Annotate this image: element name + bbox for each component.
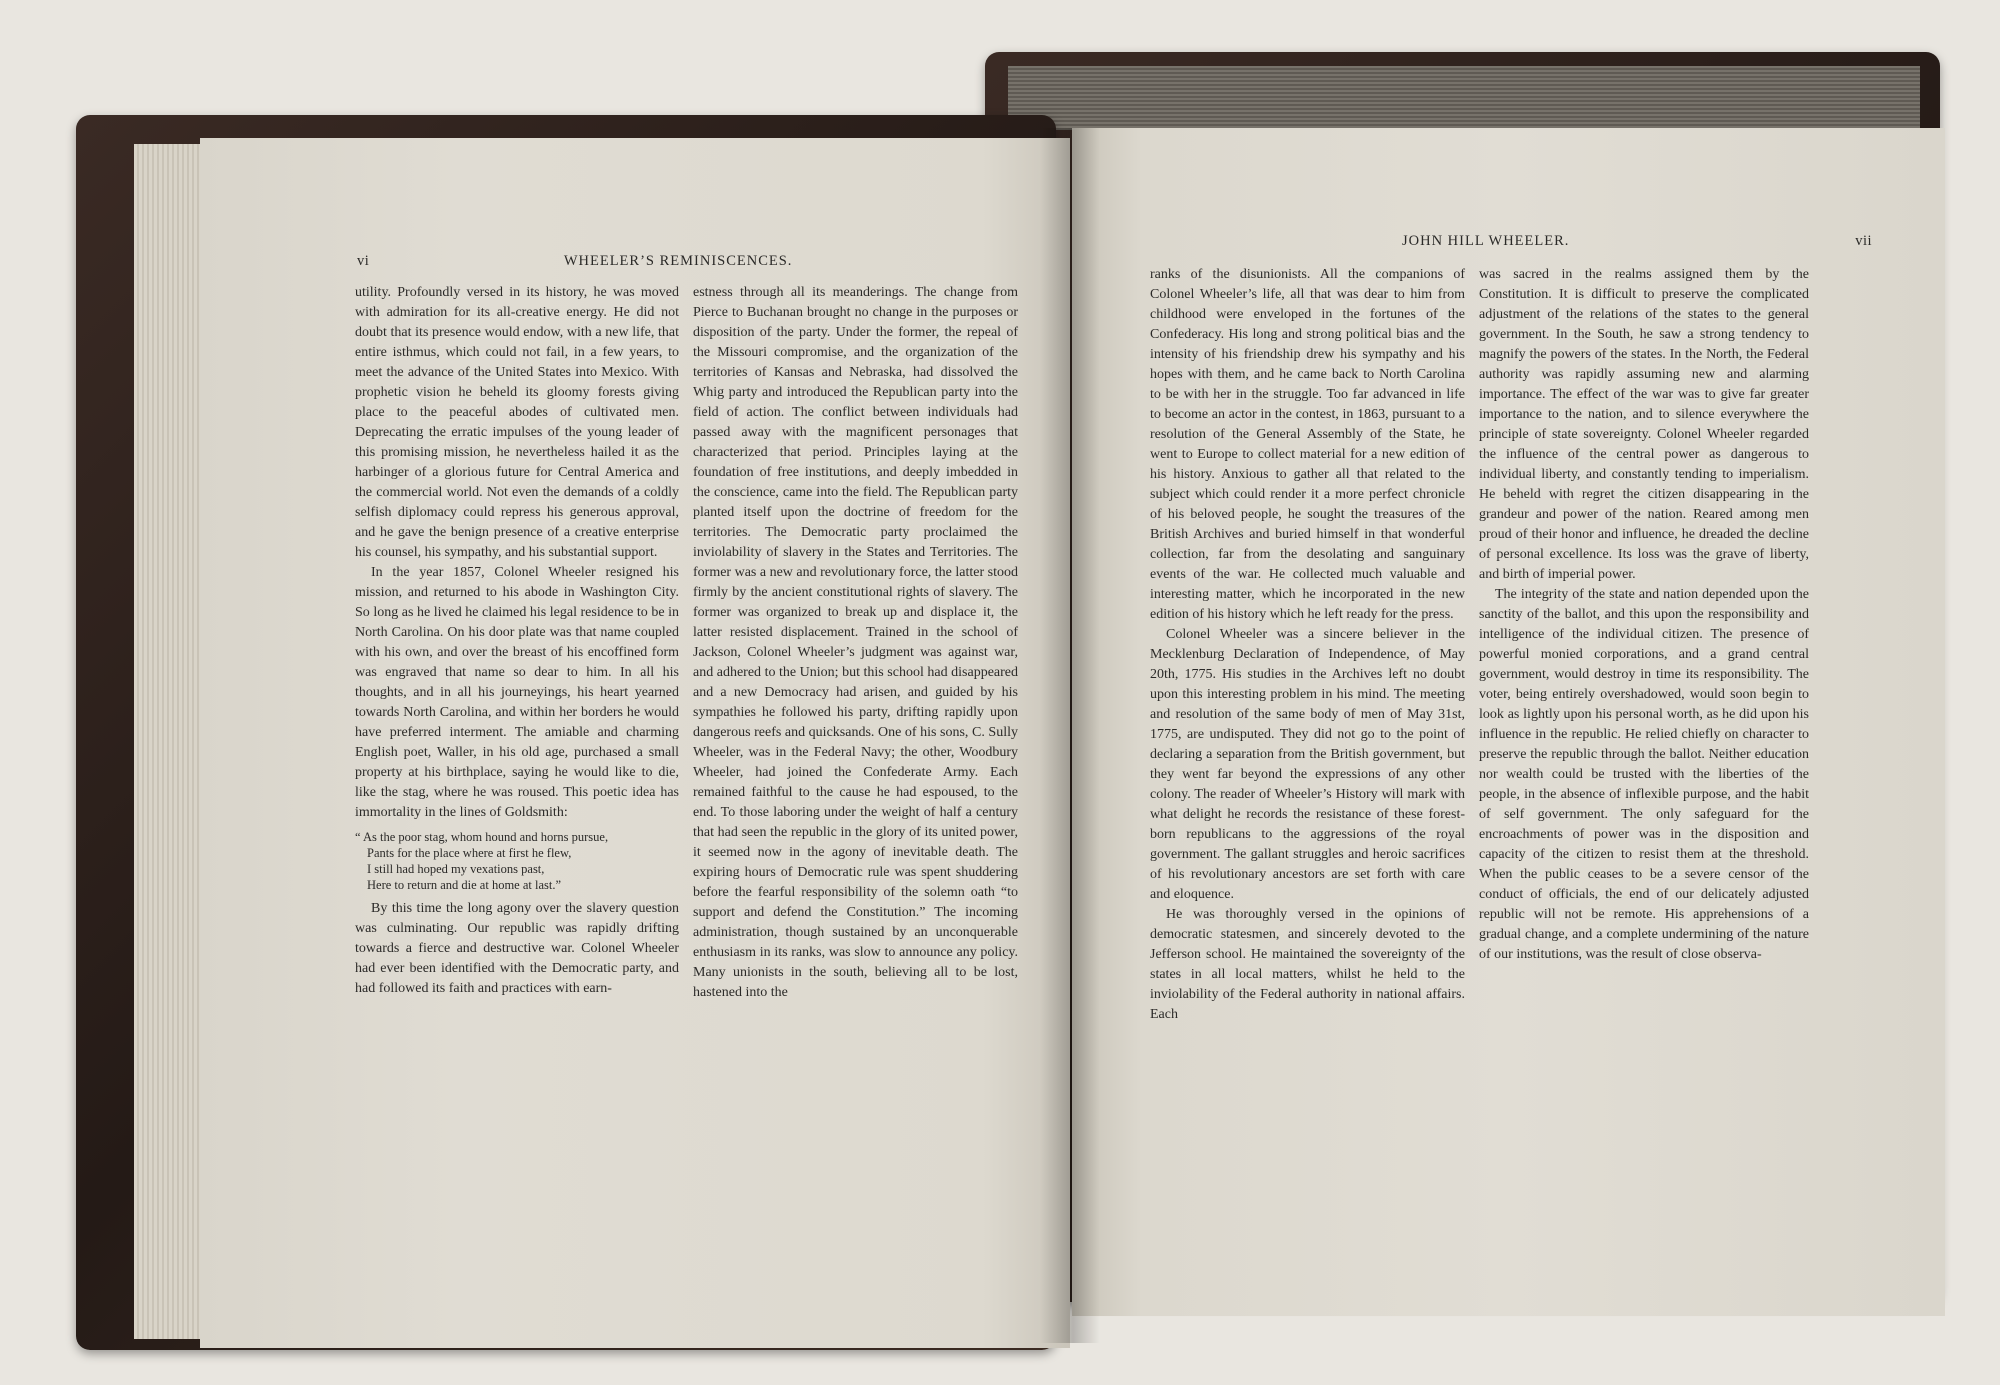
left-col1-paragraph-1: utility. Profoundly versed in its history, he was moved with admiration for its all-creative energy. He did not doubt that its presence would endow, with a new life, that entire isthmus, which could not fail, in a few years, to meet the advance of the United States into Mexico. With prophetic vision he beheld its gloomy forests giving place to the peaceful abodes of cultivated men. Deprecating the erratic impulses of the young leader of this promising mission, he nevertheless hailed it as the harbinger of a glorious future for Central America and the commercial world. Not even the demands of a coldly selfish diplomacy could repress his generous approval, and he gave the benign presence of a creative enterprise his counsel, his sympathy, and his substantial support.	[355, 285, 679, 560]
right-col1-paragraph-1: ranks of the disunionists. All the companions of Colonel Wheeler’s life, all that was dear to him from childhood were enveloped in the fortunes of the Confederacy. His long and strong political bias and the intensity of his friendship drew his sympathy and his hopes with them, and he came back to North Carolina to be with her in the struggle. Too far advanced in life to become an actor in the contest, in 1863, pursuant to a resolution of the General Assembly of the State, he went to Europe to collect material for a new edition of his history. Anxious to gather all that related to the subject which could render it a more perfect chronicle of his beloved people, he sought the treasures of the British Archives and buried himself in that wonderful collection, far from the desolating and sanguinary events of the war. He collected much valuable and interesting matter, which he incorporated in the new edition of his history which he left ready for the press.	[1150, 267, 1465, 622]
goldsmith-quotation	[355, 829, 679, 893]
book-gutter-shadow	[1040, 128, 1100, 1343]
right-column-2	[1479, 265, 1809, 965]
left-col1-paragraph-2: In the year 1857, Colonel Wheeler resigned his mission, and returned to his abode in Washington City. So long as he lived he claimed his legal residence to be in North Carolina. On his door plate was that name coupled with his own, and over the breast of his encoffined form was engraved that name so dear to him. In all his thoughts, and in all his journeyings, his heart yearned towards North Carolina, and within her borders he would have preferred interment. The amiable and charming English poet, Waller, in his old age, purchased a small property at his birthplace, saying he would like to die, like the stag, where he was roused. This poetic idea has immortality in the lines of Goldsmith:	[355, 565, 679, 820]
right-col2-paragraph-1: was sacred in the realms assigned them by the Constitution. It is difficult to preserve the complicated adjustment of the relations of the states to the general government. In the South, he saw a strong tendency to magnify the powers of the states. In the North, the Federal authority was rapidly assuming new and alarming importance. The effect of the war was to give far greater importance to the nation, and to silence everywhere the principle of state sovereignty. Colonel Wheeler regarded the influence of the central power as dangerous to individual liberty, and constantly tending to imperialism. He beheld with regret the citizen disappearing in the grandeur and power of the nation. Reared among men proud of their honor and influence, he dreaded the decline of personal excellence. Its loss was the grave of liberty, and birth of imperial power.	[1479, 267, 1809, 582]
poem-line-1: “ As the poor stag, whom hound and horns pursue,	[355, 830, 609, 844]
left-running-head	[357, 253, 987, 270]
poem-line-2: Pants for the place where at first he flew,	[367, 846, 572, 860]
right-running-title: JOHN HILL WHEELER.	[1402, 233, 1570, 249]
left-column-1	[355, 283, 679, 999]
left-running-title: WHEELER’S REMINISCENCES.	[563, 253, 793, 269]
left-page-edges	[134, 144, 206, 1339]
left-col2-paragraph-1: estness through all its meanderings. The change from Pierce to Buchanan brought no change in the purposes or disposition of the party. Under the former, the repeal of the Missouri compromise, and the organization of the territories of Kansas and Nebraska, had dissolved the Whig party and introduced the Republican party into the field of action. The conflict between individuals had passed away with the magnificent personages that characterized that period. Principles laying at the foundation of free institutions, and deeply imbedded in the conscience, came into the field. The Republican party planted itself upon the doctrine of freedom for the territories. The Democratic party proclaimed the inviolability of slavery in the States and Territories. The former was a new and revolutionary force, the latter stood firmly by the ancient constitutional rights of slavery. The former was organized to break up and displace it, the latter resisted displacement. Trained in the school of Jackson, Colonel Wheeler’s judgment was against war, and adhered to the Union; but this school had disappeared and a new Democracy had arisen, and guided by his sympathies he followed his party, drifting rapidly upon dangerous reefs and quicksands. One of his sons, C. Sully Wheeler, was in the Federal Navy; the other, Woodbury Wheeler, had joined the Confederate Army. Each remained faithful to the cause he had espoused, to the end. To those laboring under the weight of half a century that had seen the republic in the glory of its united power, it seemed now in the agony of inevitable death. The expiring hours of Democratic rule was spent shuddering before the fearful responsibility of the solemn oath “to support and defend the Constitution.” The incoming administration, though sustained by an unconquerable enthusiasm in its ranks, was slow to announce any policy. Many unionists in the south, believing all to be lost, hastened into the	[693, 285, 1018, 1000]
right-col2-paragraph-2: The integrity of the state and nation depended upon the sanctity of the ballot, and this upon the responsibility and intelligence of the individual citizen. The presence of powerful monied corporations, and a grand central government, would destroy in time its responsibility. The voter, being entirely overshadowed, would soon begin to look as lightly upon his personal worth, as he did upon his influence in the republic. He relied chiefly on character to preserve the republic through the ballot. Neither education nor wealth could be trusted with the liberties of the people, in the absence of inflexible purpose, and the habit of self government. The only safeguard for the encroachments of power was in the disposition and capacity of the citizen to resist them at the threshold. When the public ceases to be a severe censor of the conduct of officials, the end of our delicately adjusted republic will not be remote. His apprehensions of a gradual change, and a complete undermining of the nature of our institutions, was the result of close observa-	[1479, 587, 1809, 962]
right-running-head	[1402, 233, 1872, 250]
right-page	[1072, 128, 1945, 1316]
left-col1-paragraph-3: By this time the long agony over the slavery question was culminating. Our republic was rapidly drifting towards a fierce and destructive war. Colonel Wheeler had ever been identified with the Democratic party, and had followed its faith and practices with earn-	[355, 901, 679, 996]
poem-line-3: I still had hoped my vexations past,	[367, 862, 545, 876]
poem-line-4: Here to return and die at home at last.”	[367, 878, 562, 892]
left-folio: vi	[357, 253, 370, 269]
right-page-edges	[1008, 66, 1920, 130]
left-column-2	[693, 283, 1018, 1003]
left-page	[200, 138, 1070, 1348]
right-col1-paragraph-2: Colonel Wheeler was a sincere believer in the Mecklenburg Declaration of Independence, of May 20th, 1775. His studies in the Archives left no doubt upon this interesting problem in his mind. The meeting and resolution of the same body of men of May 31st, 1775, are undisputed. They did not go to the point of declaring a separation from the British government, but they went far beyond the expressions of any other colony. The reader of Wheeler’s History will mark with what delight he records the resistance of these forest-born republicans to the aggressions of the royal government. The gallant struggles and heroic sacrifices of his revolutionary ancestors are set forth with care and eloquence.	[1150, 627, 1465, 902]
right-folio: vii	[1855, 233, 1872, 249]
right-col1-paragraph-3: He was thoroughly versed in the opinions of democratic statesmen, and sincerely devoted to the Jefferson school. He maintained the sovereignty of the states in all local matters, whilst he held to the inviolability of the Federal authority in national affairs. Each	[1150, 907, 1465, 1022]
right-column-1	[1150, 265, 1465, 1025]
